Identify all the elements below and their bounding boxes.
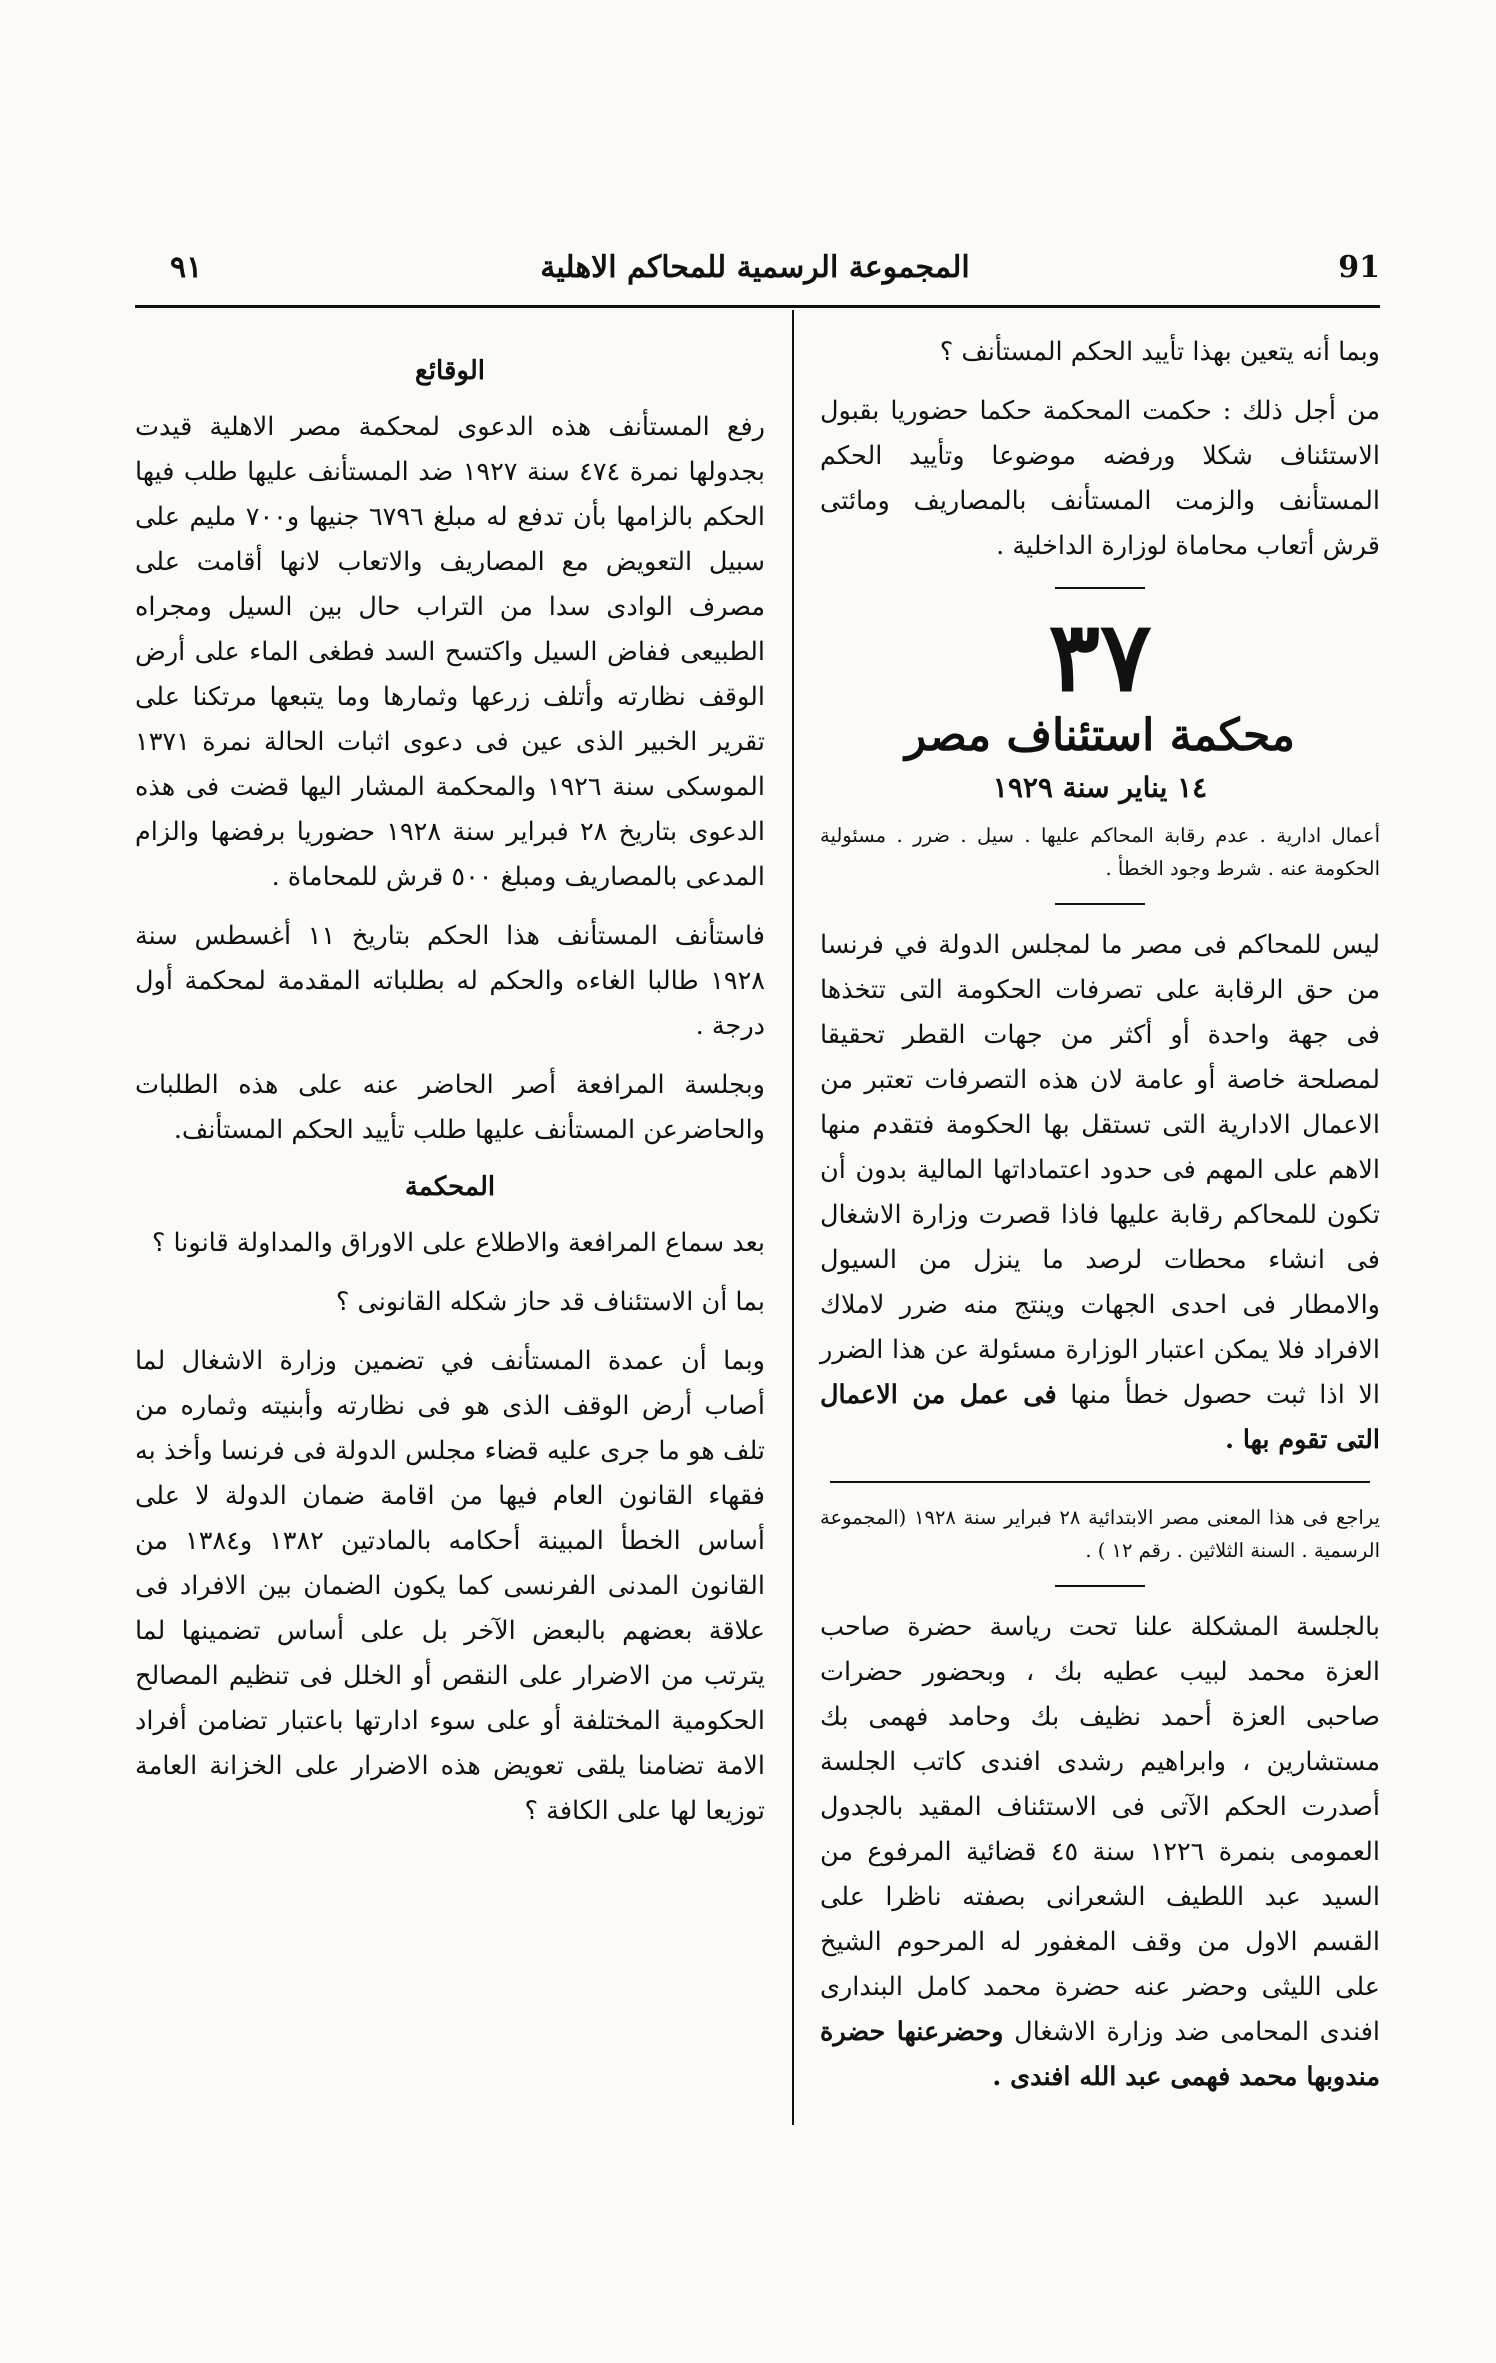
paragraph: رفع المستأنف هذه الدعوى لمحكمة مصر الاهلية قيدت بجدولها نمرة ٤٧٤ سنة ١٩٢٧ ضد المستأنف عليها طلب فيها الحكم بالزامها بأن تدفع له مبلغ ٦٧٩٦ جنيها و٧٠٠ مليم على سبيل التعويض مع المصاريف والاتعاب لانها أقامت على مصرف الوادى سدا من التراب حال بين السيل ومجراه الطبيعى ففاض السيل واكتسح السد فطغى الماء على أرض الوقف نظارته وأتلف زرعها وثمارها وما يتبعها مرتكنا على تقرير الخبير الذى عين فى دعوى اثبات الحالة نمرة ١٣٧١ الموسكى سنة ١٩٢٦ والمحكمة المشار اليها قضت فى هذه الدعوى بتاريخ ٢٨ فبراير سنة ١٩٢٨ حضوريا برفضها والزام المدعى بالمصاريف ومبلغ ٥٠٠ قرش للمحاماة . bbox=[135, 412, 766, 892]
paragraph: وبجلسة المرافعة أصر الحاضر عنه على هذه الطلبات والحاضرعن المستأنف عليها طلب تأييد الحكم المستأنف. bbox=[135, 1070, 765, 1145]
court-heading: المحكمة bbox=[404, 1172, 496, 1202]
paragraph: فاستأنف المستأنف هذا الحكم بتاريخ ١١ أغسطس سنة ١٩٢٨ طالبا الغاءه والحكم له بطلباته المقدمة لمحكمة أول درجة . bbox=[135, 921, 765, 1041]
court-name: محكمة استئناف مصر bbox=[905, 710, 1295, 761]
section-divider bbox=[1055, 1585, 1145, 1587]
paragraph: وبما أنه يتعين بهذا تأييد الحكم المستأنف ؟ bbox=[939, 337, 1380, 367]
section-divider bbox=[1055, 903, 1145, 905]
reference-note: يراجع فى هذا المعنى مصر الابتدائية ٢٨ فبراير سنة ١٩٢٨ (المجموعة الرسمية . السنة الثلاثين . رقم ١٢ ) . bbox=[820, 1506, 1380, 1562]
case-date: ١٤ يناير سنة ١٩٢٩ bbox=[992, 771, 1208, 804]
section-divider bbox=[830, 1481, 1370, 1483]
principle-text: ليس للمحاكم فى مصر ما لمجلس الدولة في فرنسا من حق الرقابة على تصرفات الحكومة التى تتخذها فى جهة واحدة أو أكثر من جهات القطر تحقيقا لمصلحة خاصة أو عامة لان هذه التصرفات تعتبر من الاعمال الادارية التى تستقل بها الحكومة فتقدم منها الاهم على المهم فى حدود اعتماداتها المالية بدون أن تكون للمحاكم رقابة عليها فاذا قصرت وزارة الاشغال فى انشاء محطات لرصد ما ينزل من السيول والامطار فى احدى الجهات وينتج منه ضرر لاملاك الافراد فلا يمكن اعتبار الوزارة مسئولة عن هذا الضرر الا اذا ثبت حصول خطأ منها bbox=[820, 930, 1380, 1410]
page-number-latin: 91 bbox=[1338, 250, 1380, 285]
session-end: وحضرعنها حضرة مندوبها محمد فهمى عبد الله افندى . bbox=[820, 2017, 1380, 2092]
keywords: أعمال ادارية . عدم رقابة المحاكم عليها . سيل . ضرر . مسئولية الحكومة عنه . شرط وجود الخطأ . bbox=[820, 824, 1380, 880]
session-text: بالجلسة المشكلة علنا تحت رياسة حضرة صاحب العزة محمد لبيب عطيه بك ، وبحضور حضرات صاحبى العزة أحمد نظيف بك وحامد فهمى بك مستشارين ، وابراهيم رشدى افندى كاتب الجلسة أصدرت الحكم الآتى فى الاستئناف المقيد بالجدول العمومى بنمرة ١٢٢٦ سنة ٤٥ قضائية المرفوع من السيد عبد اللطيف الشعرانى بصفته ناظرا على القسم الاول من وقف المغفور له المرحوم الشيخ على الليثى وحضر عنه حضرة محمد كامل البندارى افندى المحامى ضد وزارة الاشغال bbox=[820, 1612, 1380, 2047]
paragraph: بما أن الاستئناف قد حاز شكله القانونى ؟ bbox=[335, 1287, 765, 1317]
page-header bbox=[130, 250, 1380, 294]
paragraph: من أجل ذلك : حكمت المحكمة حكما حضوريا بقبول الاستئناف شكلا ورفضه موضوعا وتأييد الحكم المستأنف والزمت المستأنف بالمصاريف ومائتى قرش أتعاب محاماة لوزارة الداخلية . bbox=[820, 396, 1380, 561]
facts-heading: الوقائع bbox=[414, 356, 485, 386]
page-number-arabic: ٩١ bbox=[170, 250, 203, 285]
column-divider bbox=[792, 310, 794, 2125]
legal-principle bbox=[820, 923, 1380, 1463]
header-rule bbox=[135, 305, 1380, 308]
session-info bbox=[820, 1605, 1380, 2100]
running-title: المجموعة الرسمية للمحاكم الاهلية bbox=[540, 250, 970, 285]
principle-end: فى عمل من الاعمال التى تقوم بها . bbox=[820, 1380, 1380, 1455]
paragraph: وبما أن عمدة المستأنف في تضمين وزارة الاشغال لما أصاب أرض الوقف الذى هو فى نظارته وأبنيته وثماره من تلف هو ما جرى عليه قضاء مجلس الدولة فى فرنسا وأخذ به فقهاء القانون العام فيها من اقامة ضمان الدولة لا على أساس الخطأ المبينة أحكامه بالمادتين ١٣٨٢ و١٣٨٤ من القانون المدنى الفرنسى كما يكون الضمان بين الافراد فى علاقة بعضهم بالبعض الآخر بل على أساس تضمينها لما يترتب من الاضرار على النقص أو الخلل فى تنظيم المصالح الحكومية المختلفة أو على سوء ادارتها باعتبار تضامن أفراد الامة تضامنا يلقى تعويض هذه الاضرار على الخزانة العامة توزيعا لها على الكافة ؟ bbox=[135, 1346, 766, 1826]
section-divider bbox=[1055, 587, 1145, 589]
paragraph: بعد سماع المرافعة والاطلاع على الاوراق والمداولة قانونا ؟ bbox=[151, 1228, 765, 1258]
case-number: ٣٧ bbox=[1048, 600, 1152, 713]
right-column bbox=[820, 330, 1380, 2114]
left-column bbox=[135, 345, 765, 1848]
